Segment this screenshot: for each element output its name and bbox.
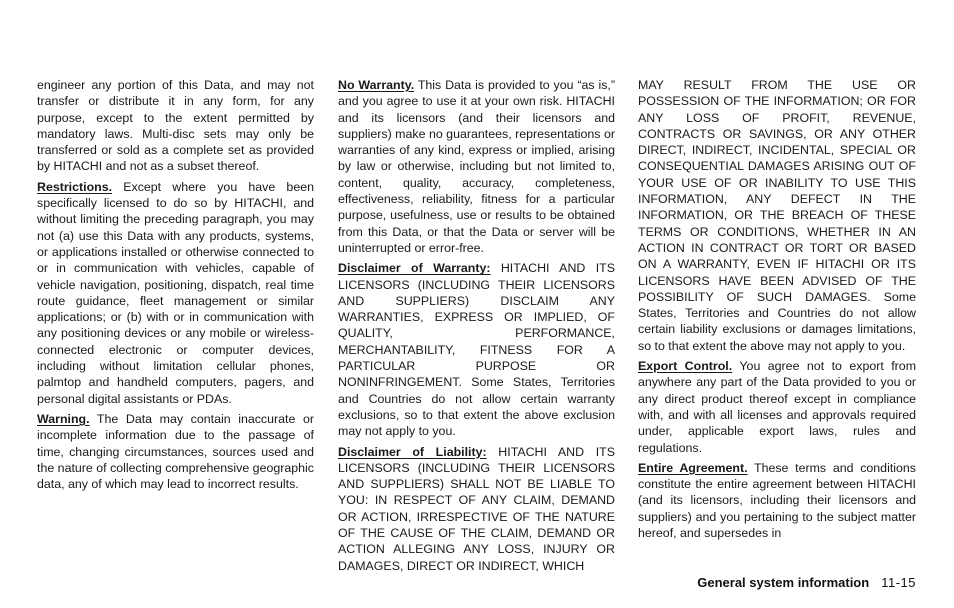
paragraph-restrictions: [37, 179, 314, 407]
paragraph-warning: [37, 411, 314, 492]
paragraph-text: HITACHI AND ITS LICENSORS (INCLUDING THEIR LICENSORS AND SUPPLIERS) DISCLAIM ANY WARRANTIES, EXPRESS OR IMPLIED, OF QUALITY, PERFORMANCE, MERCHANTABILITY, FITNESS FOR A PARTICULAR PURPOSE OR NONINFRINGEMENT. Some States, Territories and Countries do not allow certain warranty exclusions, so to that extent the above exclusion may not apply to you.: [338, 261, 615, 439]
paragraph-text: engineer any portion of this Data, and may not transfer or distribute it in any form, for any purpose, except to the extent permitted by mandatory laws. Multi-disc sets may only be transferred or sold as a complete set as provided by HITACHI and not as a subset thereof.: [37, 78, 314, 174]
paragraph-export-control: [638, 358, 916, 456]
column-1: [37, 77, 314, 496]
paragraph-text: Except where you have been specifically licensed to do so by HITACHI, and without limiting the preceding paragraph, you may not (a) use this Data with any products, systems, or applications installed or otherwise connected to or in communication with vehicles, capable of vehicle navigation, positioning, dispatch, real time route guidance, fleet management or similar applications; or (b) with or in communication with any positioning devices or any mobile or wireless-connected electronic or computer devices, including without limitation cellular phones, palmtop and handheld computers, pagers, and personal digital assistants or PDAs.: [37, 179, 314, 406]
page-number: 11-15: [881, 575, 916, 590]
paragraph-text: This Data is provided to you “as is,” and you agree to use it at your own risk. HITACHI and its licensors (and their licensors and suppliers) make no guarantees, representations or warranties of any kind, express or implied, arising by law or otherwise, including but not limited to, content, quality, accuracy, completeness, effectiveness, reliability, fitness for a particular purpose, usefulness, use or results to be obtained from this Data, or that the Data or server will be uninterrupted or error-free.: [338, 78, 615, 255]
paragraph-heading: Disclaimer of Warranty:: [338, 261, 491, 276]
column-2: [338, 77, 615, 578]
paragraph-no-warranty: [338, 77, 615, 256]
paragraph-text: The Data may contain inaccurate or incomplete information due to the passage of time, changing circumstances, sources used and the nature of collecting comprehensive geographic data, any of which may lead to incorrect results.: [37, 411, 314, 492]
paragraph-continued: [638, 77, 916, 354]
paragraph-disclaimer-liability: [338, 444, 615, 574]
paragraph-heading: Disclaimer of Liability:: [338, 444, 487, 459]
paragraph-heading: Warning.: [37, 411, 90, 426]
paragraph-heading: Export Control.: [638, 359, 733, 374]
page-footer: [697, 575, 916, 590]
paragraph-heading: No Warranty.: [338, 78, 415, 92]
paragraph-text: These terms and conditions constitute the entire agreement between HITACHI (and its licensors, including their licensors and suppliers) and you pertaining to the subject matter hereof, and supersedes in: [638, 460, 917, 541]
paragraph-text: MAY RESULT FROM THE USE OR POSSESSION OF THE INFORMATION; OR FOR ANY LOSS OF PROFIT, REVENUE, CONTRACTS OR SAVINGS, OR ANY OTHER DIRECT, INDIRECT, INCIDENTAL, SPECIAL OR CONSEQUENTIAL DAMAGES ARISING OUT OF YOUR USE OF OR INABILITY TO USE THIS INFORMATION, ANY DEFECT IN THE INFORMATION, OR THE BREACH OF THESE TERMS OR CONDITIONS, WHETHER IN AN ACTION IN CONTRACT OR TORT OR BASED ON A WARRANTY, EVEN IF HITACHI OR ITS LICENSORS HAVE BEEN ADVISED OF THE POSSIBILITY OF SUCH DAMAGES. Some States, Territories and Countries do not allow certain liability exclusions or damages limitations, so to that extent the above may not apply to you.: [638, 78, 916, 353]
paragraph-continued: [37, 77, 314, 175]
paragraph-entire-agreement: [638, 460, 916, 541]
paragraph-heading: Restrictions.: [37, 179, 113, 194]
paragraph-text: You agree not to export from anywhere any part of the Data provided to you or any direct product thereof except in compliance with, and with all licenses and approvals required under, applicable export laws, rules and regulations.: [638, 359, 917, 455]
paragraph-disclaimer-warranty: [338, 260, 615, 439]
column-3: [638, 77, 916, 545]
footer-section-title: General system information: [697, 575, 870, 590]
paragraph-heading: Entire Agreement.: [638, 460, 748, 475]
paragraph-text: HITACHI AND ITS LICENSORS (INCLUDING THEIR LICENSORS AND SUPPLIERS) SHALL NOT BE LIABLE TO YOU: IN RESPECT OF ANY CLAIM, DEMAND OR ACTION, IRRESPECTIVE OF THE NATURE OF THE CAUSE OF THE CLAIM, DEMAND OR ACTION ALLEGING ANY LOSS, INJURY OR DAMAGES, DIRECT OR INDIRECT, WHICH: [338, 444, 616, 573]
